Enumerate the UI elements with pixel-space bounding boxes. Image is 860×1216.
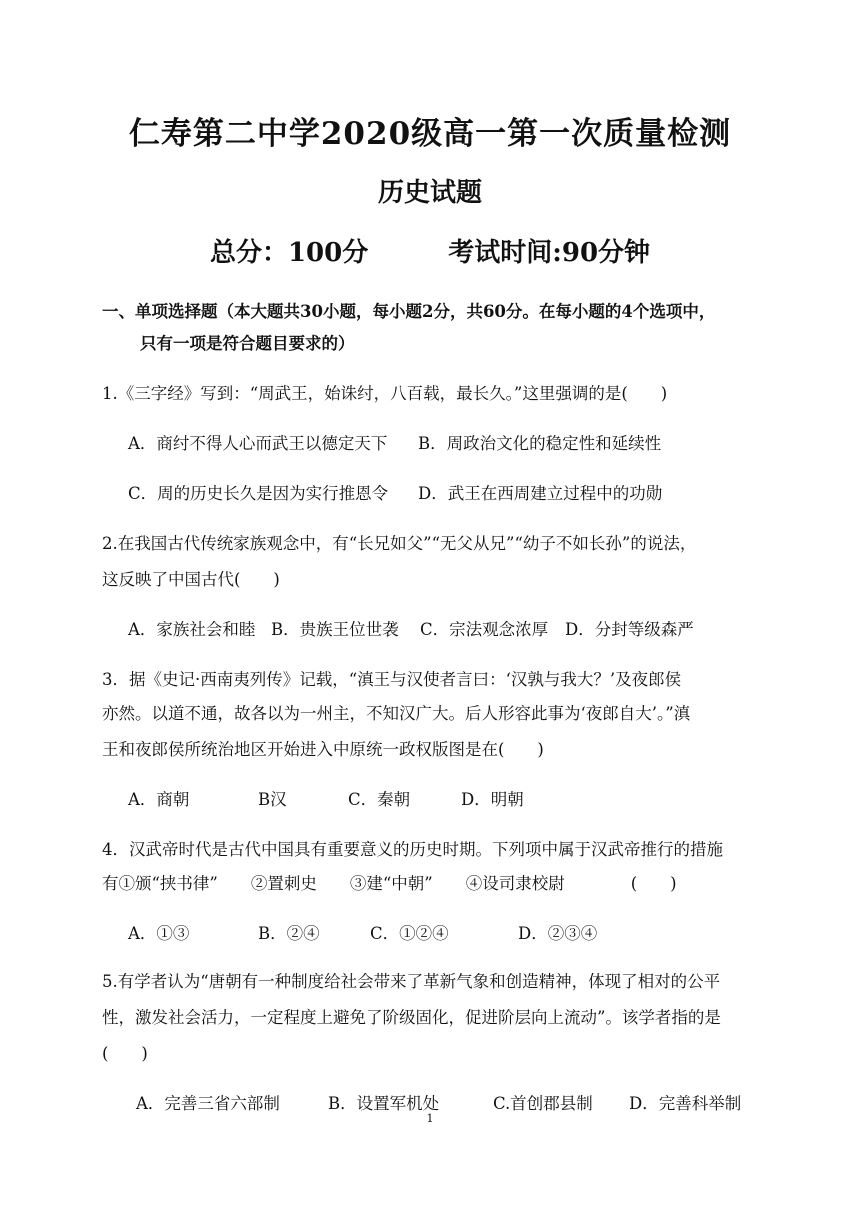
- q3-option-a: A．商朝: [128, 790, 190, 809]
- total-score: 总分：100分: [209, 238, 369, 268]
- q2-option-b: B．贵族王位世袭: [271, 620, 399, 639]
- q4-stem-line1: 4．汉武帝时代是古代中国具有重要意义的历史时期。下列项中属于汉武帝推行的措施: [102, 840, 723, 859]
- q1-option-c: C．周的历史长久是因为实行推恩令: [128, 484, 389, 503]
- exam-meta: [0, 232, 860, 269]
- q3-stem-line1: 3．据《史记·西南夷列传》记载，“滇王与汉使者言曰：‘汉孰与我大？’及夜郎侯: [102, 670, 682, 689]
- section-heading-line2: 只有一项是符合题目要求的）: [140, 334, 355, 353]
- q5-stem-line1: 5.有学者认为“唐朝有一种制度给社会带来了革新气象和创造精神，体现了相对的公平: [102, 972, 721, 991]
- q4-option-d: D．②③④: [518, 924, 598, 943]
- q2-stem-line2: 这反映了中国古代( ): [102, 570, 280, 589]
- exam-time: 考试时间:90分钟: [448, 238, 651, 268]
- q1-option-d: D．武王在西周建立过程中的功勋: [418, 484, 663, 503]
- q2-option-d: D．分封等级森严: [565, 620, 694, 639]
- q5-option-c: C.首创郡县制: [493, 1094, 593, 1113]
- q5-stem-line3: ( ): [102, 1044, 148, 1063]
- exam-subtitle: 历史试题: [377, 178, 482, 208]
- q4-option-c: C．①②④: [370, 924, 449, 943]
- q5-stem-line2: 性，激发社会活力，一定程度上避免了阶级固化，促进阶层向上流动”。该学者指的是: [102, 1008, 721, 1027]
- q5-option-b: B．设置军机处: [328, 1094, 440, 1113]
- q3-option-c: C．秦朝: [348, 790, 411, 809]
- q3-option-b: B汉: [258, 790, 287, 809]
- q3-stem-line3: 王和夜郎侯所统治地区开始进入中原统一政权版图是在( ): [102, 740, 544, 759]
- page-number: 1: [426, 1112, 434, 1125]
- q4-stem-line2: 有①颁“挟书律” ②置刺史 ③建“中朝” ④设司隶校尉 ( ): [102, 874, 677, 893]
- q2-option-c: C．宗法观念浓厚: [420, 620, 549, 639]
- section-heading-line1: 一、单项选择题（本大题共30小题，每小题2分，共60分。在每小题的4个选项中，: [102, 302, 716, 321]
- q2-option-a: A．家族社会和睦: [128, 620, 256, 639]
- exam-title: 仁寿第二中学2020级高一第一次质量检测: [128, 116, 732, 152]
- q3-stem-line2: 亦然。以道不通，故各以为一州主，不知汉广大。后人形容此事为‘夜郎自大’。”滇: [102, 704, 691, 723]
- q4-option-b: B．②④: [258, 924, 320, 943]
- q5-option-d: D．完善科举制: [629, 1094, 742, 1113]
- q4-option-a: A．①③: [128, 924, 190, 943]
- q2-stem-line1: 2.在我国古代传统家族观念中，有“长兄如父”“无父从兄”“幼子不如长孙”的说法，: [102, 534, 697, 553]
- q1-option-b: B．周政治文化的稳定性和延续性: [418, 434, 662, 453]
- q3-option-d: D．明朝: [461, 790, 524, 809]
- q5-option-a: A．完善三省六部制: [136, 1094, 280, 1113]
- q1-option-a: A．商纣不得人心而武王以德定天下: [128, 434, 388, 453]
- q1-stem: 1.《三字经》写到：“周武王，始诛纣，八百载，最长久。”这里强调的是( ): [102, 384, 668, 403]
